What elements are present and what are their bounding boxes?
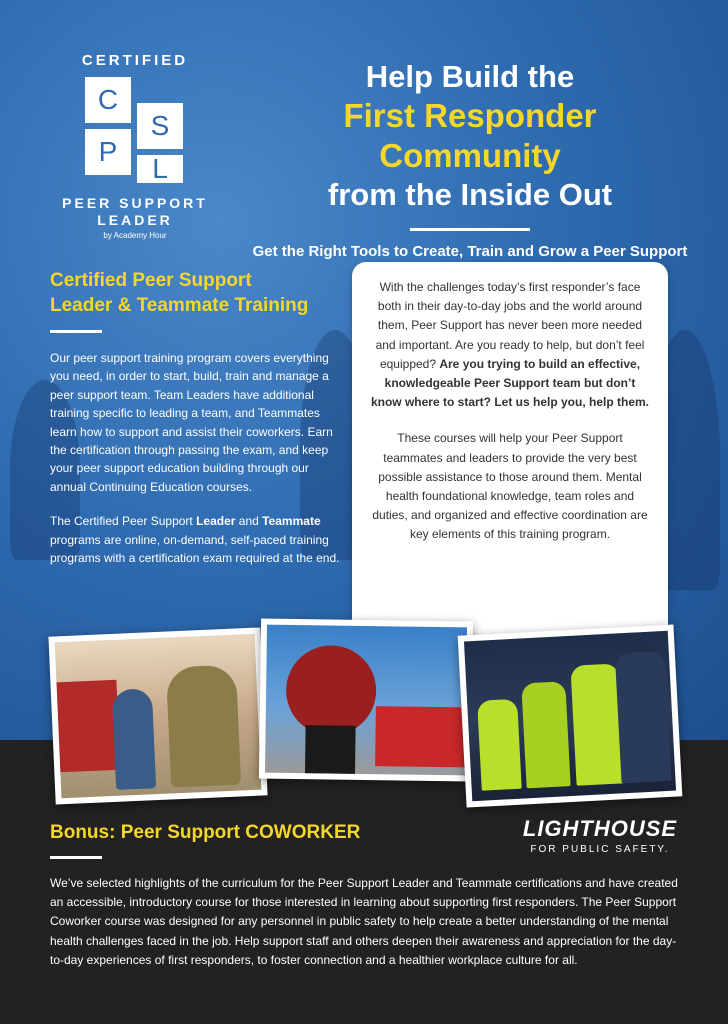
training-title <box>50 268 340 318</box>
p2-text-b: and <box>235 514 263 529</box>
logo-letter-c: C <box>85 77 131 123</box>
firefighter-body-shape <box>305 725 356 775</box>
headline <box>250 58 690 283</box>
photo-police-officers-image <box>464 631 676 801</box>
card-paragraph-2: These courses will help your Peer Support teammates and leaders to provide the very best possible assistance to those around them. Mental health foundational knowledge, team roles and duties, and organized and effective coordination are key elements of this training program. <box>372 431 648 542</box>
training-paragraph-1: Our peer support training program covers everything you need, in order to start, build, train and manage a peer support team. Team Leaders have additional training specific to leading a team, and Teammates learn how to support and assist their coworkers. Earn the certification through passing the exam, and keep your peer support education building through our annual Continuing Education courses. <box>50 351 333 494</box>
officer-shape <box>615 651 672 783</box>
p2-teammate: Teammate <box>262 514 321 529</box>
logo-letter-l: L <box>137 155 183 183</box>
p2-text-a: The Certified Peer Support <box>50 514 197 529</box>
headline-line3: from the Inside Out <box>327 177 613 212</box>
logo-letter-grid <box>85 77 185 183</box>
card-paragraph-1 <box>370 278 650 412</box>
training-paragraph-2 <box>50 512 340 567</box>
logo-certified: CERTIFIED <box>81 52 189 69</box>
logo-letter-p: P <box>85 129 131 175</box>
p2-text-c: programs are online, on-demand, self-paced training programs with a certification exam required at the end. <box>50 532 340 566</box>
photo-firefighter-child <box>48 627 267 804</box>
bonus-divider <box>50 856 102 859</box>
bonus-title: Bonus: Peer Support COWORKER <box>50 822 361 843</box>
info-card <box>352 262 668 648</box>
card-p1-bold: Are you trying to build an effective, knowledgeable Peer Support team but don’t know where to start? Let us help you, help them. <box>370 356 650 410</box>
fire-truck-shape <box>56 680 120 773</box>
firefighter-shape <box>166 665 241 788</box>
fire-engine-shape <box>375 706 466 767</box>
bonus-paragraph: We’ve selected highlights of the curriculum for the Peer Support Leader and Teammate certifications and have created an accessible, introductory course for those interested in learning about supporting first responders. The Peer Support Coworker course was designed for any personnel in public safety to help create a better understanding of the mental health challenges faced in the job. Help support staff and others deepen their awareness and appreciation for the day-to-day experiences of first responders, to foster connection and a healthier workplace culture for all. <box>50 876 678 967</box>
headline-subtitle: Get the Right Tools to Create, Train and Grow a Peer Support <box>252 243 688 260</box>
headline-line1: Help Build the <box>365 59 575 94</box>
p2-leader: Leader <box>196 514 236 529</box>
logo-letter-s: S <box>137 103 183 149</box>
headline-divider <box>410 228 530 231</box>
lighthouse-tagline: FOR PUBLIC SAFETY. <box>530 844 670 855</box>
training-section <box>50 268 340 583</box>
logo-byline: by Academy Hour <box>103 231 167 240</box>
training-title-line1: Certified Peer Support <box>50 270 252 291</box>
training-divider <box>50 330 102 333</box>
photo-firefighter-child-image <box>55 634 262 799</box>
photo-firefighter-helmet <box>259 619 473 782</box>
hi-vis-vest-shape <box>521 681 570 788</box>
training-title-line2: Leader & Teammate Training <box>50 295 309 316</box>
child-shape <box>112 688 156 790</box>
logo-line1: PEER SUPPORT <box>62 195 208 211</box>
card-p1-text: With the challenges today’s first responder’s face both in their day-to-day jobs and the world around them, Peer Support has never been more needed and important. Are you ready to help, but don’t feel equipped? <box>375 280 645 371</box>
logo-title <box>40 195 230 229</box>
hi-vis-vest-shape <box>477 699 522 791</box>
photo-police-officers <box>458 624 683 807</box>
lighthouse-logo <box>520 816 680 855</box>
headline-line2: First Responder Community <box>343 97 597 174</box>
lighthouse-name: LIGHTHOUSE <box>522 816 678 841</box>
cspl-logo <box>40 52 230 240</box>
red-helmet-shape <box>286 645 377 736</box>
photo-firefighter-helmet-image <box>265 625 467 776</box>
logo-line2: LEADER <box>97 212 173 228</box>
